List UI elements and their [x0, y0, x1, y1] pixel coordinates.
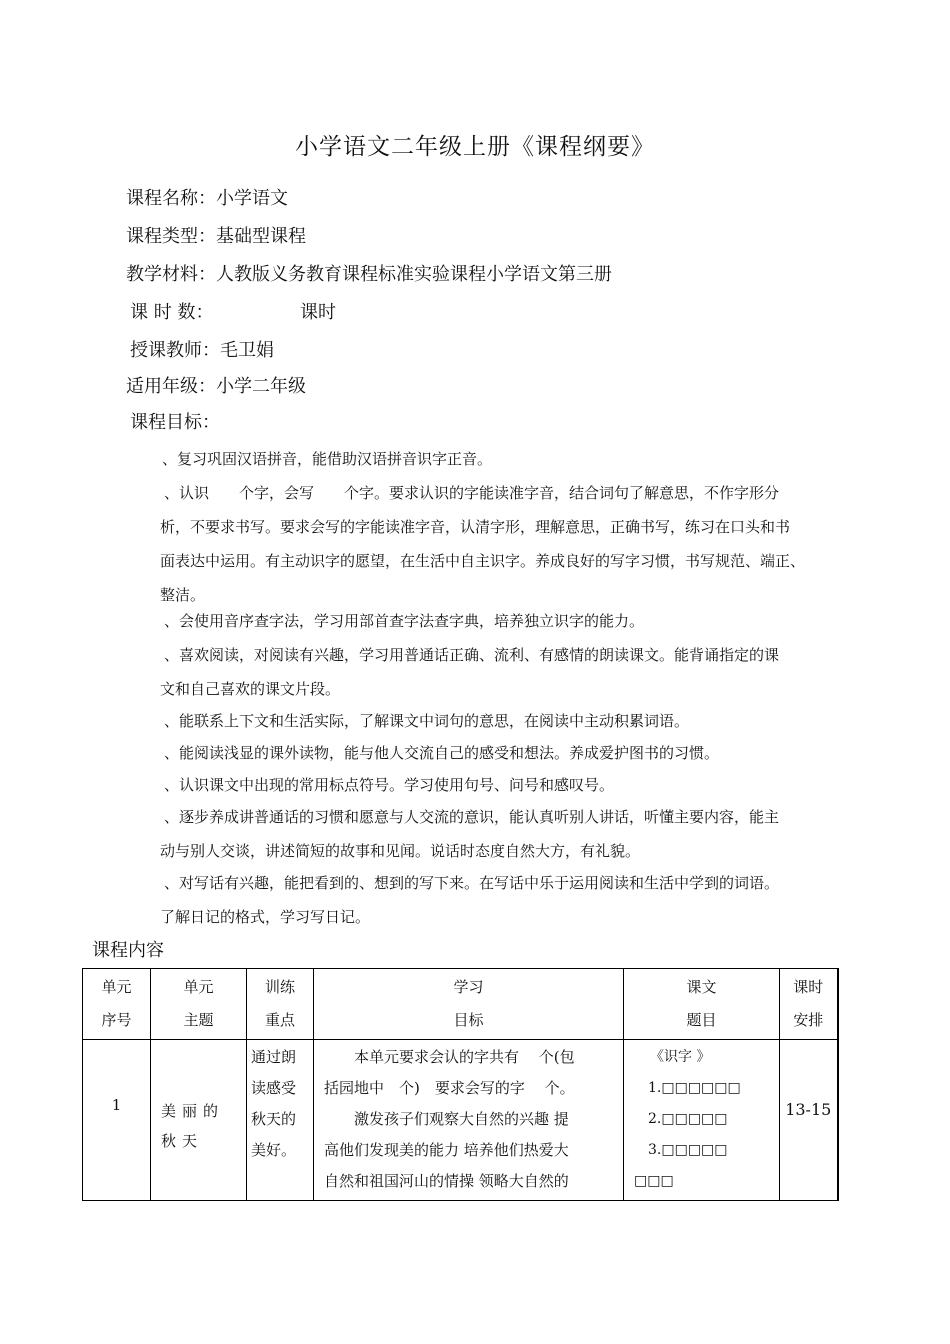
goal-line: 、对写话有兴趣，能把看到的、想到的写下来。在写话中乐于运用阅读和生活中学到的词语。 [164, 874, 780, 892]
info-label: 适用年级： [126, 376, 216, 397]
goal-line: 面表达中运用。有主动识字的愿望，在生活中自主识字。养成良好的写字习惯，书写规范、端正、 [160, 552, 806, 570]
info-course-type [126, 222, 306, 248]
goal-line: 、能阅读浅显的课外读物，能与他人交流自己的感受和想法。养成爱护图书的习惯。 [164, 744, 720, 762]
unit-number-cell: 1 [83, 1040, 151, 1201]
info-value: 小学语文 [216, 188, 288, 209]
page-title: 小学语文二年级上册《课程纲要》 [295, 134, 655, 160]
info-label: 授课教师： [130, 340, 220, 361]
goal-line: 析，不要求书写。要求会写的字能读准字音，认清字形，理解意思，正确书写，练习在口头和书 [160, 518, 791, 536]
info-value: 课时 [300, 302, 336, 323]
goal-line: 、会使用音序查字法，学习用部首查字法查字典，培养独立识字的能力。 [164, 612, 645, 630]
info-label: 课 时 数： [130, 302, 214, 323]
goal-9 [160, 866, 870, 934]
goal-5 [164, 704, 689, 738]
goal-1 [162, 442, 492, 476]
info-label: 课程名称： [126, 188, 216, 209]
training-focus-cell: 通过朗 读感受 秋天的 美好。 [247, 1040, 314, 1201]
goal-line: 动与别人交谈，讲述简短的故事和见闻。说话时态度自然大方，有礼貌。 [160, 842, 641, 860]
header-learning-goals: 学习 目标 [314, 969, 624, 1040]
info-label: 课程类型： [126, 226, 216, 247]
info-goals-heading [130, 408, 220, 434]
learning-goals-cell: 本单元要求会认的字共有 个(包 括园地中 个) 要求会写的字 个。 激发孩子们观察大自然的兴趣 提 高他们发现美的能力 培养他们热爱大 自然和祖国河山的情操 领略大自然的 [314, 1040, 624, 1201]
goal-line: 、逐步养成讲普通话的习惯和愿意与人交流的意识，能认真听别人讲话，听懂主要内容，能主 [164, 808, 780, 826]
table-header-row [83, 969, 838, 1040]
header-unit-number: 单元 序号 [83, 969, 151, 1040]
info-teacher [130, 336, 274, 362]
goal-6 [164, 736, 719, 770]
info-label: 教学材料： [126, 264, 216, 285]
info-hours [130, 298, 336, 324]
goal-line: 、喜欢阅读，对阅读有兴趣，学习用普通话正确、流利、有感情的朗读课文。能背诵指定的课 [164, 646, 780, 664]
info-value: 毛卫娟 [220, 340, 274, 361]
goal-line: 了解日记的格式，学习写日记。 [160, 908, 371, 926]
goal-3 [164, 604, 644, 638]
header-hours: 课时 安排 [780, 969, 838, 1040]
info-value: 小学二年级 [216, 376, 306, 397]
table-row [83, 1040, 838, 1201]
info-grade [126, 372, 306, 398]
goal-8 [160, 800, 870, 868]
info-course-name [126, 184, 288, 210]
goal-line: 文和自己喜欢的课文片段。 [160, 680, 341, 698]
header-lesson-titles: 课文 题目 [624, 969, 780, 1040]
goal-7 [164, 768, 614, 802]
hours-cell: 13-15 [780, 1040, 838, 1201]
goal-4 [160, 638, 870, 706]
course-content-table [82, 968, 839, 1201]
info-value: 基础型课程 [216, 226, 306, 247]
unit-theme-cell: 美丽的秋天 [151, 1040, 247, 1201]
goal-2 [160, 476, 870, 612]
header-unit-theme: 单元 主题 [151, 969, 247, 1040]
goal-line: 、能联系上下文和生活实际，了解课文中词句的意思，在阅读中主动积累词语。 [164, 712, 690, 730]
info-value: 人教版义务教育课程标准实验课程小学语文第三册 [216, 264, 612, 285]
goal-line: 整洁。 [160, 586, 206, 604]
info-label: 课程目标： [130, 412, 220, 433]
goal-line: 、认识 个字，会写 个字。要求认识的字能读准字音，结合词句了解意思，不作字形分 [164, 484, 780, 502]
section-title: 课程内容 [92, 940, 164, 961]
goal-line: 、复习巩固汉语拼音，能借助汉语拼音识字正音。 [162, 450, 493, 468]
header-training-focus: 训练 重点 [247, 969, 314, 1040]
goal-line: 、认识课文中出现的常用标点符号。学习使用句号、问号和感叹号。 [164, 776, 615, 794]
lesson-titles-cell: 《识字 》 1.□□□□□□ 2.□□□□□ 3.□□□□□ □□□ [624, 1040, 780, 1201]
info-materials [126, 260, 612, 286]
